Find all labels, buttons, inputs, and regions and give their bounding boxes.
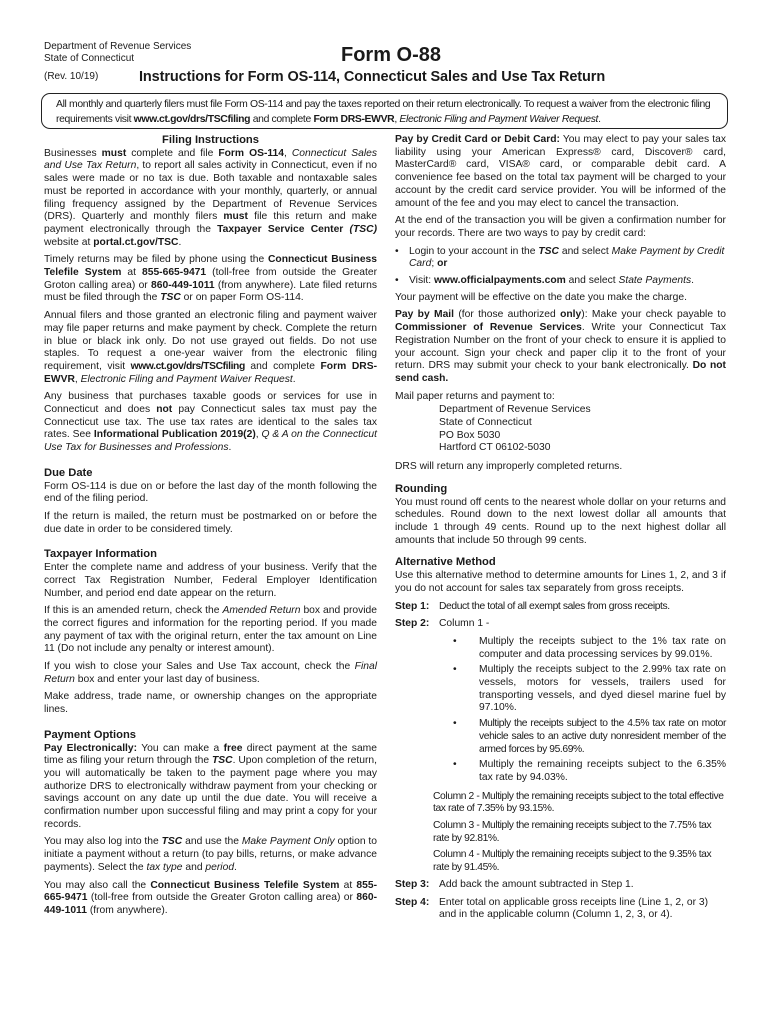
rounding-heading: Rounding: [395, 482, 448, 495]
column-1-item: • Multiply the receipts subject to the 2.99% tax rate on vessels, motors for vessels, trailers used for transporting vessels, and dyed diesel marine fuel by 97.10%.: [453, 664, 726, 714]
credit-card-option-tsc: • Login to your account in the TSC and select Make Payment by Credit Card; or: [395, 245, 725, 270]
credit-card-paragraph-3: Your payment will be effective on the date you make the charge.: [395, 291, 687, 303]
step-1: [395, 601, 726, 614]
payment-options-heading: Payment Options: [44, 728, 137, 741]
due-date-heading: Due Date: [44, 466, 93, 479]
filing-paragraph-3: Annual filers and those granted an electronic filing and payment waiver may file paper returns and make payment by check. Complete the return in blue or black ink only. Do not use grayed out fields. Do not use staples. To request a one-year waiver from the electronic filing requirement, visit www.ct.gov/drs/TSCfiling and complete Form DRS-EWVR, Electronic Filing and Payment Waiver Request.: [44, 310, 377, 385]
notice-url: www.ct.gov/drs/TSCfiling: [133, 114, 251, 125]
step-text: Deduct the total of all exempt sales from gross receipts.: [439, 600, 670, 612]
taxpayer-paragraph-4: Make address, trade name, or ownership changes on the appropriate lines.: [44, 691, 377, 716]
column-1-item: • Multiply the receipts subject to the 4.5% tax rate on motor vehicle sales to an active duty nonresident member of the armed forces by 95.69%.: [453, 718, 726, 755]
column-3-instruction: Column 3 - Multiply the remaining receipts subject to the 7.75% tax rate by 92.81%.: [433, 820, 712, 844]
notice-text-4: .: [598, 114, 601, 125]
filing-paragraph-1: Businesses must complete and file Form OS-114, Connecticut Sales and Use Tax Return, to report all sales activity in Connecticut, even if no sales were made or no tax is due. Both taxable and nontaxable sales must be reported in accordance with your monthly, quarterly, or annual filing frequency assigned by the Department of Revenue Services (DRS). Quarterly and monthly filers must file this return and make payment electronically through the Taxpayer Service Center (TSC) website at portal.ct.gov/TSC.: [44, 147, 377, 248]
bullet-dot: •: [453, 635, 457, 647]
column-2-instruction: Column 2 - Multiply the remaining receipts subject to the total effective tax rate of 7.35% by 93.15%.: [433, 790, 724, 815]
notice-form-name: Form DRS-EWVR: [313, 114, 395, 125]
column-4-instruction: Column 4 - Multiply the remaining receipts subject to the 9.35% tax rate by 91.45%.: [433, 849, 712, 874]
taxpayer-info-heading: Taxpayer Information: [44, 548, 157, 561]
filing-paragraph-2: Timely returns may be filed by phone using the Connecticut Business Telefile System at 855-665-9471 (toll-free from outside the Greater Groton calling area) or 860-449-1011 (from anywhere). Late filed returns must be filed through the TSC or on paper Form OS-114.: [44, 254, 377, 304]
step-4: [395, 897, 726, 922]
credit-card-option-website: • Visit: www.officialpayments.com and select State Payments.: [395, 275, 695, 287]
department-name: Department of Revenue Services: [44, 41, 192, 52]
credit-card-paragraph-1: Pay by Credit Card or Debit Card: You may elect to pay your sales tax liability using your American Express® card, Discover® card, MasterCard® card, VISA® card, or comparable debit card. A convenience fee based on the total tax payment will be charged to your account by the credit card service provider. You will be informed of the amount of the fee and you may elect to cancel the transaction.: [395, 134, 726, 209]
credit-card-paragraph-2: At the end of the transaction you will be given a confirmation number for your records. There are two ways to pay by credit card:: [395, 215, 726, 239]
address-line: State of Connecticut: [439, 417, 532, 429]
address-line: Hartford CT 06102-5030: [439, 442, 551, 454]
notice-text-3: ,: [394, 114, 400, 125]
form-number: Form O-88: [341, 44, 442, 66]
bullet-dot: •: [395, 245, 399, 257]
state-name: State of Connecticut: [44, 53, 135, 64]
revision-date: (Rev. 10/19): [44, 71, 99, 82]
step-text: Add back the amount subtracted in Step 1.: [439, 878, 634, 890]
make-payment-only-paragraph: You may also log into the TSC and use the Make Payment Only option to initiate a payment without a return (to pay bills, returns, or make advance payments). Select the tax type and period.: [44, 836, 378, 873]
efiling-notice-box: [41, 93, 728, 129]
step-label: Step 1:: [395, 600, 430, 612]
mail-to-label: Mail paper returns and payment to:: [395, 390, 555, 402]
notice-text: All monthly and quarterly filers must file Form OS-114 and pay the taxes reported on their return electronically. To request a waiver from the electronic filing requirements visit: [56, 99, 711, 125]
taxpayer-paragraph-3: If you wish to close your Sales and Use Tax account, check the Final Return box and enter your last day of business.: [44, 661, 377, 685]
alternative-method-heading: Alternative Method: [395, 556, 496, 569]
rounding-paragraph: You must round off cents to the nearest whole dollar on your returns and schedules. Round down to the next lowest dollar all amounts that include 1 through 49 cents. Round up to the next highest dollar all amounts that include 50 through 99 cents.: [395, 496, 726, 546]
due-date-paragraph-1: Form OS-114 is due on or before the last day of the month following the end of the filing period.: [44, 480, 377, 505]
due-date-paragraph-2: If the return is mailed, the return must be postmarked on or before the due date in order to be considered timely.: [44, 510, 377, 535]
address-line: Department of Revenue Services: [439, 404, 591, 416]
column-1-item: • Multiply the remaining receipts subject to the 6.35% tax rate by 94.03%.: [453, 759, 726, 783]
mailing-address: [395, 404, 726, 455]
step-text: Enter total on applicable gross receipts line (Line 1, 2, or 3) and in the applicable column (Column 1, 2, 3, or 4).: [439, 896, 709, 921]
taxpayer-paragraph-2: If this is an amended return, check the Amended Return box and provide the correct figures and information for the reporting period. If you made any payment of tax with the original return, enter the tax amount on Line 11 (Do not include any penalty or interest amount).: [44, 605, 377, 655]
page-title: Instructions for Form OS-114, Connecticut Sales and Use Tax Return: [139, 69, 606, 85]
notice-form-title: Electronic Filing and Payment Waiver Request: [399, 114, 599, 125]
step-label: Step 2:: [395, 618, 430, 630]
step-label: Step 3:: [395, 878, 430, 890]
step-label: Step 4:: [395, 896, 430, 908]
step-3: [395, 879, 726, 892]
column-1-item: • Multiply the receipts subject to the 1% tax rate on computer and data processing services by 99.01%.: [453, 635, 726, 660]
alternative-method-paragraph: Use this alternative method to determine amounts for Lines 1, 2, and 3 if you do not account for sales tax separately from gross receipts.: [395, 570, 726, 594]
filing-paragraph-4: Any business that purchases taxable goods or services for use in Connecticut and does not pay Connecticut sales tax must pay the Connecticut use tax. The use tax rates are identical to the sales tax rates. See Informational Publication 2019(2), Q & A on the Connecticut Use Tax for Businesses and Professions.: [44, 391, 377, 454]
improper-returns-note: DRS will return any improperly completed returns.: [395, 461, 623, 473]
bullet-dot: •: [453, 759, 457, 771]
taxpayer-paragraph-1: Enter the complete name and address of your business. Verify that the correct Tax Registration Number, Federal Employer Identification Number, and period end date appear on the return.: [44, 562, 377, 599]
telefile-paragraph: You may also call the Connecticut Business Telefile System at 855-665-9471 (toll-free from outside the Greater Groton calling area) or 860-449-1011 (from anywhere).: [44, 879, 377, 916]
bullet-dot: •: [395, 275, 399, 287]
address-line: PO Box 5030: [439, 429, 501, 441]
bullet-dot: •: [453, 664, 457, 676]
right-column: [395, 134, 726, 927]
step-text: Column 1 -: [439, 618, 490, 630]
pay-by-mail-paragraph: Pay by Mail (for those authorized only): Make your check payable to Commissioner of Revenue Services. Write your Connecticut Tax Registration Number on the front of your check to ensure it is applied to your account. Sign your check and paper clip it to the front of your return. DRS may submit your check to your bank electronically. Do not send cash.: [395, 309, 726, 384]
pay-electronically-paragraph: Pay Electronically: You can make a free direct payment at the same time as filing your return through the TSC. Upon completion of the return, you will automatically be taken to the payment page where you may authorize DRS to electronically withdraw payment from your checking or savings account on any date up until the due date. You will receive a confirmation number upon successful filing and may print a copy for your records.: [44, 742, 377, 830]
left-column: [44, 134, 377, 923]
bullet-dot: •: [453, 718, 457, 730]
notice-text-2: and complete: [250, 114, 314, 125]
department-block: [44, 41, 191, 65]
filing-instructions-heading: Filing Instructions: [162, 134, 259, 146]
step-2: [395, 618, 726, 631]
